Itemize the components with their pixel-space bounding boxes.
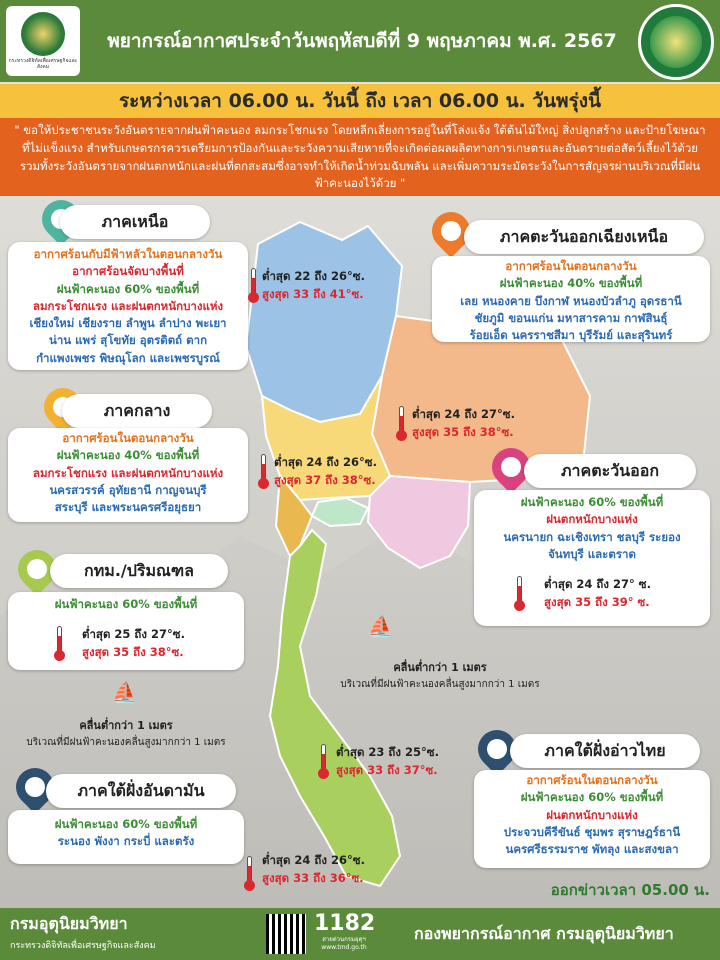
north-temperature [262, 268, 365, 304]
central-line4: นครสวรรค์ อุทัยธานี กาญจนบุรี [49, 482, 207, 497]
south-andaman-forecast-card [8, 810, 244, 864]
east-line4: จันทบุรี และตราด [548, 546, 636, 561]
northeast-forecast-card [432, 256, 710, 342]
northeast-temp-high: สูงสุด 35 ถึง 38°ซ. [412, 424, 514, 439]
qr-code-icon[interactable] [266, 914, 306, 954]
andaman-sailboat-icon: ⛵ [112, 680, 137, 704]
time-range-banner: ระหว่างเวลา 06.00 น. วันนี้ ถึง เวลา 06.00 น. วันพรุ่งนี้ [0, 84, 720, 118]
footer-hotline [314, 912, 374, 952]
andaman-wave-desc: บริเวณที่มีฝนฟ้าคะนองคลื่นสูงมากกว่า 1 เมตร [26, 736, 226, 748]
south-gulf-line2: ฝนฟ้าคะนอง 60% ของพื้นที่ [520, 790, 664, 805]
northeast-temperature [412, 406, 515, 442]
north-line2: อากาศร้อนจัดบางพื้นที่ [72, 264, 184, 279]
east-temperature [544, 576, 651, 612]
south-gulf-line4: ประจวบคีรีขันธ์ ชุมพร สุราษฎร์ธานี [503, 824, 681, 839]
northeast-line2: ฝนฟ้าคะนอง 40% ของพื้นที่ [499, 276, 643, 291]
south-andaman-line1: ฝนฟ้าคะนอง 60% ของพื้นที่ [54, 817, 198, 831]
north-line6: น่าน แพร่ สุโขทัย อุตรดิตถ์ ตาก [48, 333, 208, 348]
central-forecast-card [8, 428, 248, 522]
ministry-emblem-icon [21, 12, 65, 56]
east-line2: ฝนตกหนักบางแห่ง [546, 512, 638, 527]
bangkok-temperature [82, 626, 185, 662]
ministry-logo [6, 6, 80, 76]
south-andaman-temp-low: ต่ำสุด 24 ถึง 26°ซ. [262, 853, 365, 867]
east-temp-high: สูงสุด 35 ถึง 39° ซ. [544, 594, 650, 609]
northeast-region-title: ภาคตะวันออกเฉียงเหนือ [464, 220, 704, 254]
andaman-wave-info [18, 718, 234, 750]
footer-ministry: กระทรวงดิจิทัลเพื่อเศรษฐกิจและสังคม [10, 941, 156, 951]
south-andaman-temp-high: สูงสุด 33 ถึง 36°ซ. [262, 870, 364, 885]
issued-time: ออกข่าวเวลา 05.00 น. [550, 881, 710, 899]
central-temp-low: ต่ำสุด 24 ถึง 26°ซ. [274, 455, 377, 469]
east-region-title: ภาคตะวันออก [524, 454, 696, 488]
bangkok-region-title: กทม./ปริมณฑล [50, 554, 228, 588]
north-temp-low: ต่ำสุด 22 ถึง 26°ซ. [262, 269, 365, 283]
bangkok-temp-low: ต่ำสุด 25 ถึง 27°ซ. [82, 627, 185, 641]
north-forecast-card [8, 242, 248, 370]
gulf-wave-title: คลื่นต่ำกว่า 1 เมตร [393, 661, 487, 674]
south-andaman-temperature [262, 852, 365, 888]
gulf-wave-info [332, 660, 548, 692]
northeast-line5: ร้อยเอ็ด นครราชสีมา บุรีรัมย์ และสุรินทร์ [469, 328, 673, 342]
south-andaman-line2: ระนอง พังงา กระบี่ และตรัง [57, 834, 195, 849]
northeast-thermometer-icon [396, 406, 406, 440]
east-line1: ฝนฟ้าคะนอง 60% ของพื้นที่ [520, 495, 664, 509]
central-temp-high: สูงสุด 37 ถึง 38°ซ. [274, 472, 376, 487]
website-link[interactable]: www.tmd.go.th [321, 944, 367, 951]
warning-message: " ขอให้ประชาชนระวังอันตรายจากฝนฟ้าคะนอง ลมกระโชกแรง โดยหลีกเลี่ยงการอยู่ในที่โล่งแจ้ง ใต้ต้นไม้ใหญ่ สิ่งปลูกสร้าง และป้ายโฆษณาที่ไม่แข็งแรง สำหรับเกษตรกรควรเตรียมการป้องกันและระวังความเสียหายที่จะเกิดต่อผลผลิตทางการเกษตรและอันตรายต่อสัตว์เลี้ยงไว้ด้วย รวมทั้งระวังอันตรายจากฝนตกหนักและฝนที่ตกสะสมซึ่งอาจทำให้เกิดน้ำท่วมฉับพลัน และเพิ่มความระมัดระวังในการสัญจรผ่านบริเวณที่มีฝนฟ้าคะนองไว้ด้วย " [0, 118, 720, 196]
south-gulf-forecast-card [474, 770, 710, 868]
footer-org-name: กรมอุตุนิยมวิทยา [10, 914, 128, 933]
footer-division: กองพยากรณ์อากาศ กรมอุตุนิยมวิทยา [414, 924, 674, 943]
gulf-wave-desc: บริเวณที่มีฝนฟ้าคะนองคลื่นสูงมากกว่า 1 เมตร [340, 678, 540, 690]
south-andaman-thermometer-icon [244, 856, 254, 890]
bangkok-line1: ฝนฟ้าคะนอง 60% ของพื้นที่ [54, 597, 198, 611]
south-andaman-region-title: ภาคใต้ฝั่งอันดามัน [46, 774, 236, 808]
north-line5: เชียงใหม่ เชียงราย ลำพูน ลำปาง พะเยา [29, 316, 227, 330]
south-gulf-thermometer-icon [318, 744, 328, 778]
south-gulf-region-title: ภาคใต้ฝั่งอ่าวไทย [510, 734, 700, 768]
tmd-emblem-icon [650, 16, 702, 68]
central-thermometer-icon [258, 454, 268, 488]
hotline-label: สายด่วนกรมอุตุฯ [322, 936, 366, 943]
gulf-sailboat-icon: ⛵ [368, 614, 393, 638]
north-region-title: ภาคเหนือ [60, 205, 210, 239]
north-line4: ลมกระโชกแรง และฝนตกหนักบางแห่ง [32, 298, 224, 313]
northeast-line4: ชัยภูมิ ขอนแก่น มหาสารคาม กาฬสินธุ์ [474, 310, 668, 325]
central-region-title: ภาคกลาง [62, 394, 212, 428]
hotline-number: 1182 [314, 911, 376, 936]
central-temperature [274, 454, 377, 490]
bangkok-temp-high: สูงสุด 35 ถึง 38°ซ. [82, 644, 184, 659]
east-line3: นครนายก ฉะเชิงเทรา ชลบุรี ระยอง [503, 529, 681, 544]
north-line1: อากาศร้อนกับมีฟ้าหลัวในตอนกลางวัน [33, 247, 223, 261]
central-line5: สระบุรี และพระนครศรีอยุธยา [54, 500, 202, 514]
central-line1: อากาศร้อนในตอนกลางวัน [62, 431, 194, 445]
south-gulf-line1: อากาศร้อนในตอนกลางวัน [526, 773, 658, 787]
north-temp-high: สูงสุด 33 ถึง 41°ซ. [262, 286, 364, 301]
northeast-line1: อากาศร้อนในตอนกลางวัน [505, 259, 637, 273]
ministry-logo-caption: กระทรวงดิจิทัลเพื่อเศรษฐกิจและสังคม [8, 58, 78, 70]
central-line2: ฝนฟ้าคะนอง 40% ของพื้นที่ [56, 448, 200, 463]
page-title: พยากรณ์อากาศประจำวันพฤหัสบดีที่ 9 พฤษภาคม พ.ศ. 2567 [107, 30, 617, 52]
tmd-logo [638, 4, 714, 80]
northeast-line3: เลย หนองคาย บึงกาฬ หนองบัวลำภู อุดรธานี [460, 293, 682, 308]
footer-bar [0, 908, 720, 960]
northeast-temp-low: ต่ำสุด 24 ถึง 27°ซ. [412, 407, 515, 421]
north-thermometer-icon [248, 268, 258, 302]
region-bangkok-area [312, 498, 368, 526]
south-gulf-line3: ฝนตกหนักบางแห่ง [546, 807, 638, 822]
south-gulf-temp-high: สูงสุด 33 ถึง 37°ซ. [336, 762, 438, 777]
bangkok-thermometer-icon [54, 626, 64, 660]
east-thermometer-icon [514, 576, 524, 610]
header-bar [0, 0, 720, 82]
south-gulf-line5: นครศรีธรรมราช พัทลุง และสงขลา [505, 842, 679, 856]
andaman-wave-title: คลื่นต่ำกว่า 1 เมตร [79, 719, 173, 732]
north-line7: กำแพงเพชร พิษณุโลก และเพชรบูรณ์ [36, 350, 220, 365]
south-gulf-temp-low: ต่ำสุด 23 ถึง 25°ซ. [336, 745, 439, 759]
south-gulf-temperature [336, 744, 439, 780]
central-line3: ลมกระโชกแรง และฝนตกหนักบางแห่ง [32, 465, 224, 480]
north-line3: ฝนฟ้าคะนอง 60% ของพื้นที่ [56, 281, 200, 296]
east-temp-low: ต่ำสุด 24 ถึง 27° ซ. [544, 577, 651, 591]
